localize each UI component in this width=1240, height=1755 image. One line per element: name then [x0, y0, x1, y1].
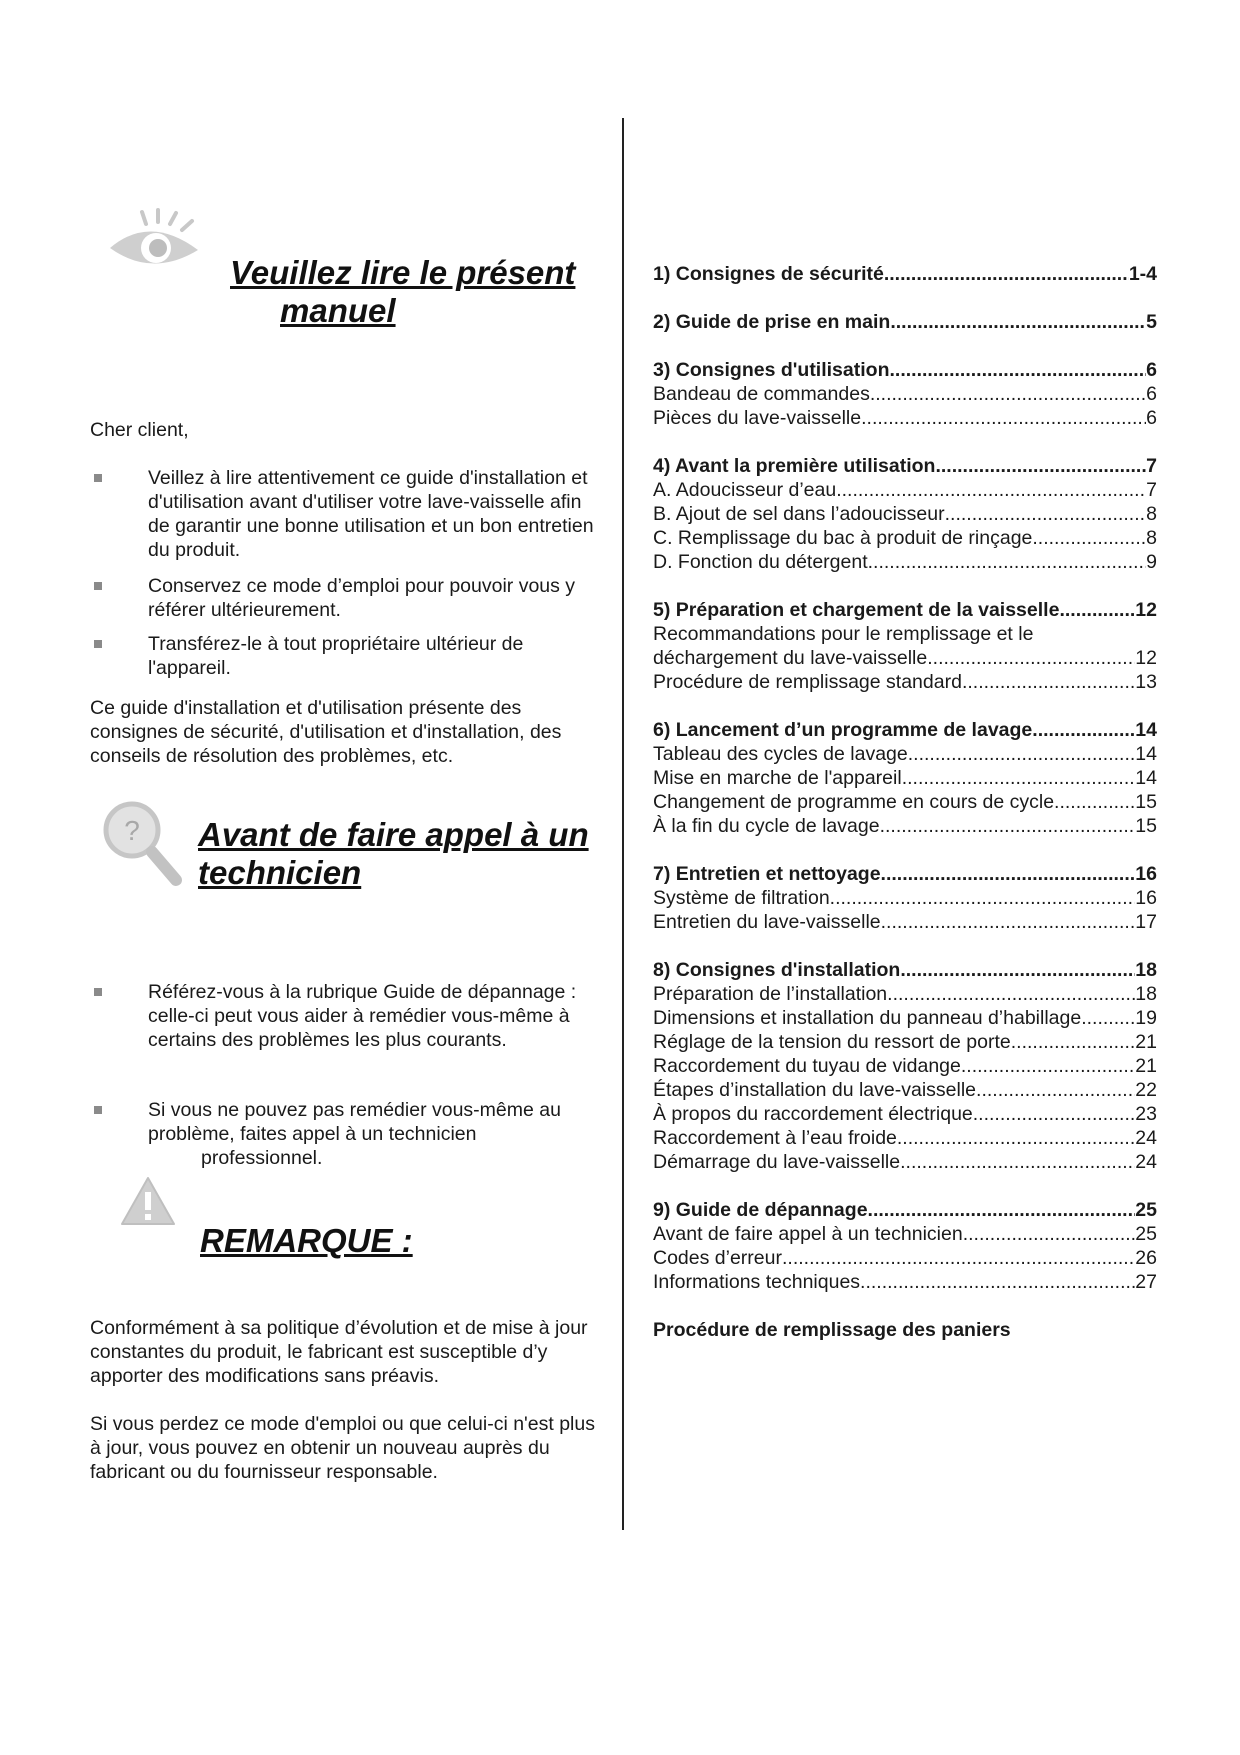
toc-title: B. Ajout de sel dans l’adoucisseur: [653, 503, 945, 525]
toc-title: À la fin du cycle de lavage: [653, 815, 880, 837]
toc-page: 25: [1135, 1223, 1157, 1245]
toc-section-8: [653, 958, 1157, 1174]
bullet-text-continuation: professionnel.: [201, 1147, 323, 1169]
toc-page: 24: [1135, 1127, 1157, 1149]
toc-heading[interactable]: [653, 358, 1157, 382]
toc-title: 4) Avant la première utilisation: [653, 455, 936, 477]
toc-entry[interactable]: [653, 1246, 1157, 1270]
toc-entry[interactable]: [653, 526, 1157, 550]
toc-entry[interactable]: [653, 478, 1157, 502]
toc-page: 18: [1135, 959, 1157, 981]
toc-section-5: [653, 598, 1157, 694]
toc-entry[interactable]: [653, 1006, 1157, 1030]
bullet-item: [90, 574, 602, 622]
toc-heading[interactable]: [653, 262, 1157, 286]
toc-title: Dimensions et installation du panneau d’habillage: [653, 1007, 1082, 1029]
toc-title: 8) Consignes d'installation: [653, 959, 901, 981]
bullet-text: Veillez à lire attentivement ce guide d'installation et d'utilisation avant d'utiliser votre lave-vaisselle afin de garantir une bonne utilisation et un bon entretien du produit.: [148, 467, 594, 561]
toc-page: 15: [1135, 791, 1157, 813]
toc-title: Mise en marche de l'appareil: [653, 767, 902, 789]
toc-entry[interactable]: [653, 502, 1157, 526]
toc-page: 17: [1135, 911, 1157, 933]
toc-page: 16: [1135, 863, 1157, 885]
toc-page: 18: [1135, 983, 1157, 1005]
bullet-text: Si vous ne pouvez pas remédier vous-même au problème, faites appel à un technicien: [148, 1099, 561, 1145]
toc-title: C. Remplissage du bac à produit de rinçage: [653, 527, 1033, 549]
toc-heading[interactable]: [653, 718, 1157, 742]
column-divider: [622, 118, 624, 1530]
toc-title: déchargement du lave-vaisselle: [653, 647, 928, 669]
toc-section-3: [653, 358, 1157, 430]
intro-paragraph: Ce guide d'installation et d'utilisation présente des consignes de sécurité, d'utilisation et d'installation, des conseils de résolution des problèmes, etc.: [90, 697, 562, 767]
toc-title: Avant de faire appel à un technicien: [653, 1223, 963, 1245]
toc-section-9: [653, 1198, 1157, 1294]
toc-title: Bandeau de commandes: [653, 383, 870, 405]
square-bullet-icon: [94, 988, 102, 996]
bullet-text: Transférez-le à tout propriétaire ultérieur de l'appareil.: [148, 633, 524, 679]
toc-page: 15: [1135, 815, 1157, 837]
square-bullet-icon: [94, 474, 102, 482]
toc-entry[interactable]: [653, 910, 1157, 934]
toc-page: 6: [1146, 383, 1157, 405]
toc-entry[interactable]: [653, 670, 1157, 694]
toc-section-1: [653, 262, 1157, 286]
toc-entry[interactable]: [653, 742, 1157, 766]
square-bullet-icon: [94, 640, 102, 648]
toc-heading[interactable]: [653, 310, 1157, 334]
toc-page: 5: [1146, 311, 1157, 333]
toc-entry[interactable]: [653, 1126, 1157, 1150]
toc-page: 7: [1146, 479, 1157, 501]
heading-read-manual: [230, 254, 610, 330]
table-of-contents: [653, 262, 1157, 1342]
toc-page: 21: [1135, 1031, 1157, 1053]
toc-entry-text[interactable]: Recommandations pour le remplissage et le: [653, 623, 1034, 645]
bullet-item: [90, 466, 602, 562]
toc-heading[interactable]: [653, 598, 1157, 622]
toc-entry[interactable]: [653, 766, 1157, 790]
svg-text:?: ?: [124, 815, 140, 846]
toc-heading[interactable]: [653, 958, 1157, 982]
bullet-item: [90, 1098, 602, 1170]
toc-page: 13: [1135, 671, 1157, 693]
toc-entry[interactable]: [653, 814, 1157, 838]
toc-page: 8: [1146, 503, 1157, 525]
bullet-item: [90, 632, 602, 680]
toc-title: A. Adoucisseur d’eau: [653, 479, 837, 501]
toc-entry[interactable]: [653, 886, 1157, 910]
toc-page: 12: [1135, 647, 1157, 669]
note-paragraph-1: Conformément à sa politique d’évolution et de mise à jour constantes du produit, le fabricant est susceptible d’y apporter des modifications sans préavis.: [90, 1317, 588, 1387]
toc-entry[interactable]: [653, 1270, 1157, 1294]
toc-title: 1) Consignes de sécurité: [653, 263, 884, 285]
toc-title: À propos du raccordement électrique: [653, 1103, 973, 1125]
toc-page: 1-4: [1128, 263, 1157, 285]
toc-final-entry[interactable]: Procédure de remplissage des paniers: [653, 1319, 1011, 1341]
toc-entry[interactable]: [653, 406, 1157, 430]
toc-entry[interactable]: [653, 1222, 1157, 1246]
toc-entry[interactable]: [653, 1030, 1157, 1054]
toc-title: Raccordement du tuyau de vidange: [653, 1055, 961, 1077]
toc-page: 16: [1135, 887, 1157, 909]
toc-page: 6: [1146, 359, 1157, 381]
magnifier-question-icon: [100, 798, 184, 888]
toc-title: Pièces du lave-vaisselle: [653, 407, 862, 429]
toc-page: 12: [1135, 599, 1157, 621]
toc-title: Tableau des cycles de lavage: [653, 743, 908, 765]
toc-title: Démarrage du lave-vaisselle: [653, 1151, 901, 1173]
toc-page: 21: [1135, 1055, 1157, 1077]
toc-title: 5) Préparation et chargement de la vaisselle: [653, 599, 1060, 621]
toc-entry[interactable]: [653, 982, 1157, 1006]
bullet-text: Conservez ce mode d’emploi pour pouvoir vous y référer ultérieurement.: [148, 575, 576, 621]
square-bullet-icon: [94, 1106, 102, 1114]
heading-before-technician-line2: technicien: [198, 854, 362, 891]
toc-title: Procédure de remplissage standard: [653, 671, 962, 693]
toc-title: 9) Guide de dépannage: [653, 1199, 868, 1221]
heading-read-manual-line1: Veuillez lire le présent: [230, 254, 576, 291]
toc-page: 26: [1135, 1247, 1157, 1269]
toc-title: Entretien du lave-vaisselle: [653, 911, 881, 933]
toc-title: Codes d’erreur: [653, 1247, 782, 1269]
toc-title: 6) Lancement d’un programme de lavage: [653, 719, 1033, 741]
toc-page: 6: [1146, 407, 1157, 429]
greeting: Cher client,: [90, 419, 189, 441]
toc-page: 24: [1135, 1151, 1157, 1173]
toc-entry[interactable]: [653, 1150, 1157, 1174]
toc-page: 25: [1135, 1199, 1157, 1221]
eye-icon: [106, 208, 202, 280]
toc-entry[interactable]: [653, 646, 1157, 670]
toc-page: 7: [1146, 455, 1157, 477]
toc-entry[interactable]: [653, 1054, 1157, 1078]
heading-before-technician-line1: Avant de faire appel à un: [198, 816, 589, 853]
warning-icon: [120, 1176, 176, 1226]
toc-page: 14: [1135, 719, 1157, 741]
toc-entry[interactable]: [653, 790, 1157, 814]
toc-heading[interactable]: [653, 454, 1157, 478]
toc-title: Informations techniques: [653, 1271, 861, 1293]
toc-page: 14: [1135, 767, 1157, 789]
heading-before-technician: [198, 816, 618, 892]
note-paragraph-2: Si vous perdez ce mode d'emploi ou que celui-ci n'est plus à jour, vous pouvez en obtenir un nouveau auprès du fabricant ou du fournisseur responsable.: [90, 1413, 595, 1483]
square-bullet-icon: [94, 582, 102, 590]
bullet-item: [90, 980, 602, 1052]
toc-page: 8: [1146, 527, 1157, 549]
toc-title: 7) Entretien et nettoyage: [653, 863, 881, 885]
toc-section-7: [653, 862, 1157, 934]
toc-title: 3) Consignes d'utilisation: [653, 359, 890, 381]
toc-title: Préparation de l’installation: [653, 983, 888, 1005]
toc-title: D. Fonction du détergent: [653, 551, 868, 573]
toc-entry[interactable]: [653, 1102, 1157, 1126]
bullet-text: Référez-vous à la rubrique Guide de dépannage : celle-ci peut vous aider à remédier vous-même à certains des problèmes les plus courants.: [148, 981, 577, 1051]
toc-page: 9: [1146, 551, 1157, 573]
toc-page: 14: [1135, 743, 1157, 765]
toc-page: 19: [1135, 1007, 1157, 1029]
toc-section-6: [653, 718, 1157, 838]
toc-heading[interactable]: [653, 1198, 1157, 1222]
toc-entry[interactable]: [653, 550, 1157, 574]
toc-title: Changement de programme en cours de cycle: [653, 791, 1055, 813]
toc-page: 23: [1135, 1103, 1157, 1125]
toc-title: 2) Guide de prise en main: [653, 311, 891, 333]
toc-page: 27: [1135, 1271, 1157, 1293]
toc-section-4: [653, 454, 1157, 574]
toc-title: Étapes d’installation du lave-vaisselle: [653, 1079, 977, 1101]
toc-title: Réglage de la tension du ressort de porte: [653, 1031, 1011, 1053]
toc-title: Raccordement à l’eau froide: [653, 1127, 897, 1149]
toc-heading[interactable]: [653, 862, 1157, 886]
heading-remarque: REMARQUE :: [200, 1222, 413, 1259]
toc-entry[interactable]: [653, 382, 1157, 406]
heading-read-manual-line2: manuel: [280, 292, 396, 329]
toc-entry[interactable]: [653, 1078, 1157, 1102]
toc-title: Système de filtration: [653, 887, 830, 909]
toc-section-2: [653, 310, 1157, 334]
toc-page: 22: [1135, 1079, 1157, 1101]
